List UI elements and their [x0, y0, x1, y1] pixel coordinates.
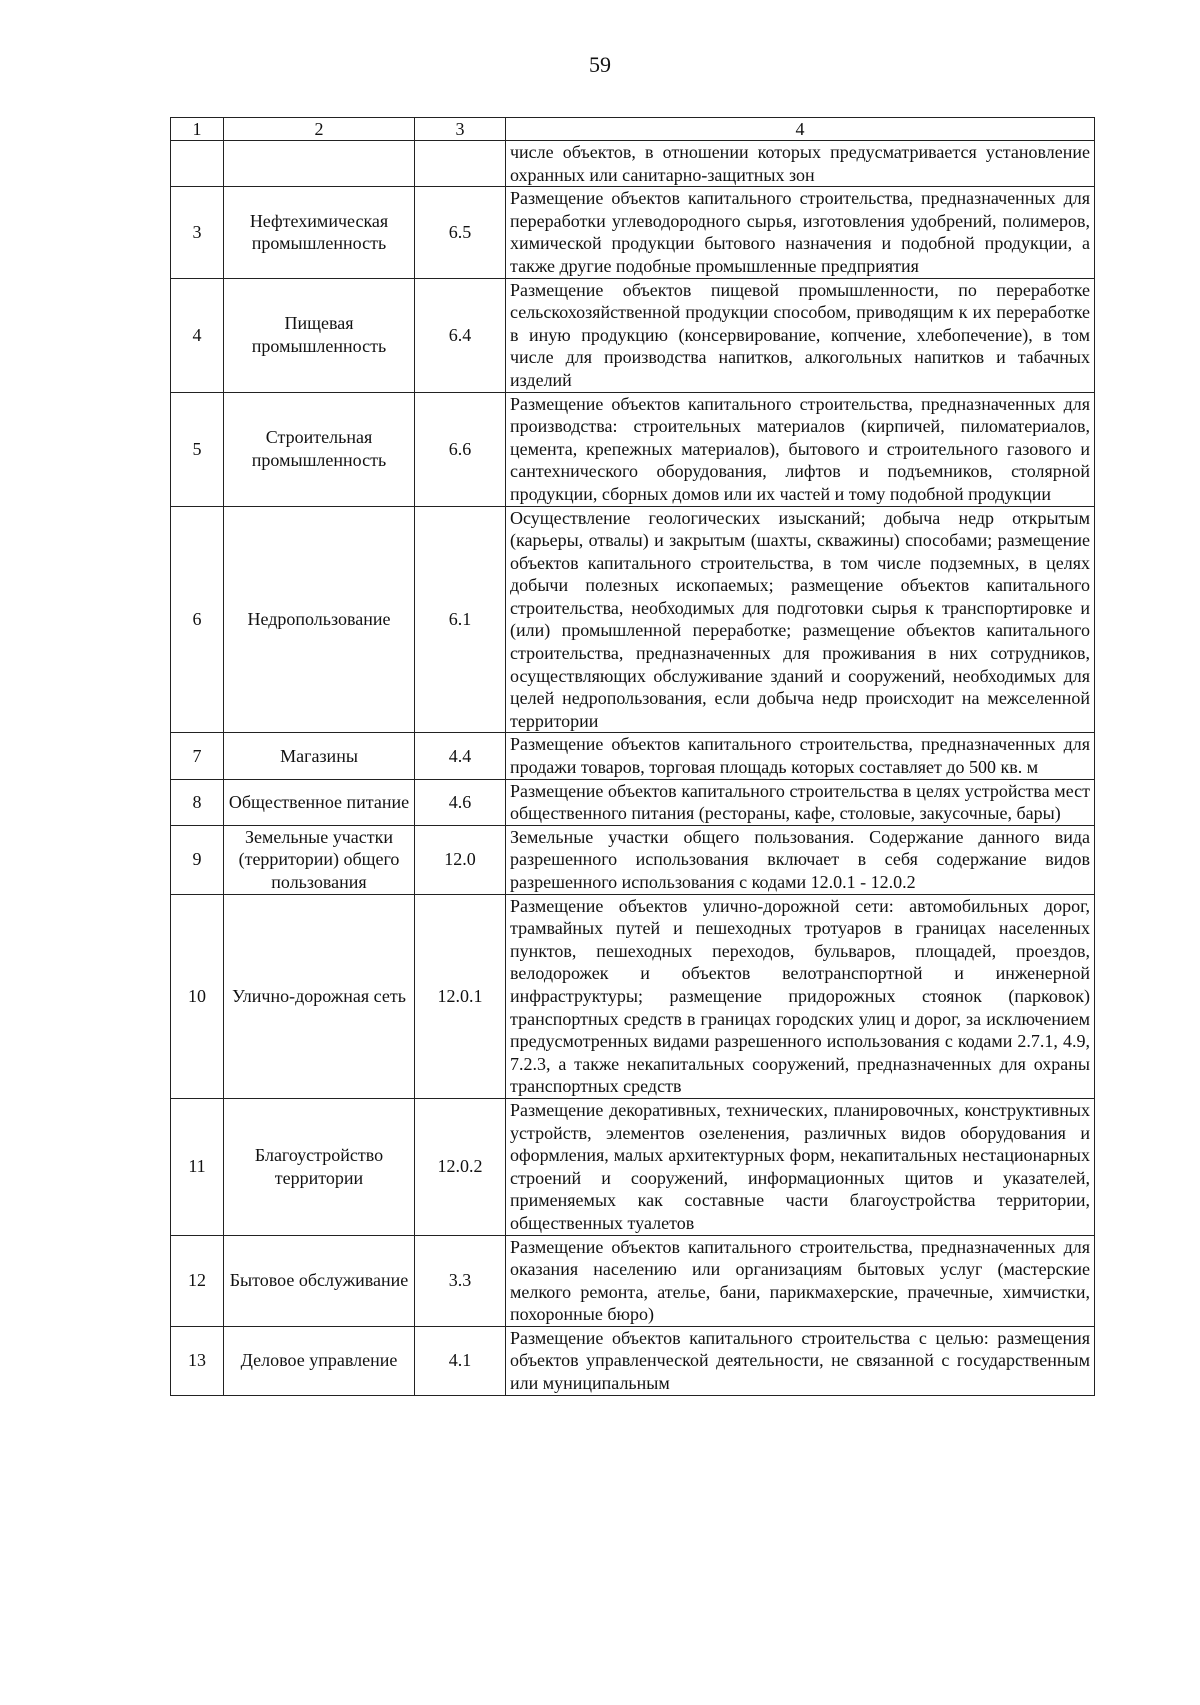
table-row: [171, 1326, 1095, 1395]
row-number: 7: [171, 733, 224, 779]
row-use-code: 12.0.1: [415, 894, 506, 1098]
row-description: Размещение объектов капитального строительства в целях устройства мест общественного питания (рестораны, кафе, столовые, закусочные, бары): [506, 779, 1095, 825]
row-use-name: Улично-дорожная сеть: [224, 894, 415, 1098]
row-number: 10: [171, 894, 224, 1098]
row-use-code: 4.4: [415, 733, 506, 779]
row-use-code: 4.1: [415, 1326, 506, 1395]
row-use-code: 12.0.2: [415, 1098, 506, 1235]
table-row: [171, 278, 1095, 392]
table-row: [171, 187, 1095, 278]
row-description: Размещение объектов капитального строительства с целью: размещения объектов управленческой деятельности, не связанной с государственным или муниципальным: [506, 1326, 1095, 1395]
row-number: [171, 141, 224, 187]
table-row: [171, 392, 1095, 506]
table-header-row: [171, 118, 1095, 141]
table-row: [171, 825, 1095, 894]
row-description: Земельные участки общего пользования. Содержание данного вида разрешенного использования включает в себя содержание видов разрешенного использования с кодами 12.0.1 - 12.0.2: [506, 825, 1095, 894]
row-use-code: 6.4: [415, 278, 506, 392]
row-number: 5: [171, 392, 224, 506]
row-description: Размещение объектов пищевой промышленности, по переработке сельскохозяйственной продукции способом, приводящим к их переработке в иную продукцию (консервирование, копчение, хлебопечение), в том числе для производства напитков, алкогольных напитков и табачных изделий: [506, 278, 1095, 392]
table-row: [171, 894, 1095, 1098]
row-description: Размещение объектов улично-дорожной сети: автомобильных дорог, трамвайных путей и пешеходных тротуаров в границах населенных пунктов, пешеходных переходов, бульваров, площадей, проездов, велодорожек и объектов велотранспортной и инженерной инфраструктуры; размещение придорожных стоянок (парковок) транспортных средств в границах городских улиц и дорог, за исключением предусмотренных видами разрешенного использования с кодами 2.7.1, 4.9, 7.2.3, а также некапитальных сооружений, предназначенных для охраны транспортных средств: [506, 894, 1095, 1098]
row-use-name: Бытовое обслуживание: [224, 1235, 415, 1326]
row-use-code: 12.0: [415, 825, 506, 894]
row-number: 4: [171, 278, 224, 392]
header-col-4: 4: [506, 118, 1095, 141]
page-number: 59: [589, 52, 611, 77]
row-number: 9: [171, 825, 224, 894]
row-number: 12: [171, 1235, 224, 1326]
table-row: [171, 733, 1095, 779]
row-use-name: Деловое управление: [224, 1326, 415, 1395]
row-number: 11: [171, 1098, 224, 1235]
row-use-name: Земельные участки (территории) общего пользования: [224, 825, 415, 894]
row-description: Размещение объектов капитального строительства, предназначенных для переработки углеводородного сырья, изготовления удобрений, полимеров, химической продукции бытового назначения и подобной продукции, а также другие подобные промышленные предприятия: [506, 187, 1095, 278]
header-col-2: 2: [224, 118, 415, 141]
row-number: 3: [171, 187, 224, 278]
row-use-name: Общественное питание: [224, 779, 415, 825]
row-use-name: [224, 141, 415, 187]
header-col-3: 3: [415, 118, 506, 141]
row-use-name: Пищевая промышленность: [224, 278, 415, 392]
row-number: 13: [171, 1326, 224, 1395]
row-description: Размещение объектов капитального строительства, предназначенных для оказания населению или организациям бытовых услуг (мастерские мелкого ремонта, ателье, бани, парикмахерские, прачечные, химчистки, похоронные бюро): [506, 1235, 1095, 1326]
row-description: Размещение объектов капитального строительства, предназначенных для продажи товаров, торговая площадь которых составляет до 500 кв. м: [506, 733, 1095, 779]
row-description: Осуществление геологических изысканий; добыча недр открытым (карьеры, отвалы) и закрытым (шахты, скважины) способами; размещение объектов капитального строительства, в том числе подземных, в целях добычи полезных ископаемых; размещение объектов капитального строительства, необходимых для подготовки сырья к транспортировке и (или) промышленной переработке; размещение объектов капитального строительства, предназначенных для проживания в них сотрудников, осуществляющих обслуживание зданий и сооружений, необходимых для целей недропользования, если добыча недр происходит на межселенной территории: [506, 506, 1095, 733]
table-row: [171, 1098, 1095, 1235]
table-row: [171, 1235, 1095, 1326]
row-number: 8: [171, 779, 224, 825]
row-use-name: Строительная промышленность: [224, 392, 415, 506]
header-col-1: 1: [171, 118, 224, 141]
land-use-table: [170, 117, 1095, 1396]
row-use-name: Благоустройство территории: [224, 1098, 415, 1235]
table-row: [171, 141, 1095, 187]
row-use-code: 6.5: [415, 187, 506, 278]
row-use-code: 4.6: [415, 779, 506, 825]
row-use-code: 6.1: [415, 506, 506, 733]
table-row: [171, 779, 1095, 825]
row-use-name: Магазины: [224, 733, 415, 779]
row-use-code: 6.6: [415, 392, 506, 506]
row-description: числе объектов, в отношении которых предусматривается установление охранных или санитарно-защитных зон: [506, 141, 1095, 187]
row-description: Размещение декоративных, технических, планировочных, конструктивных устройств, элементов озеленения, различных видов оборудования и оформления, малых архитектурных форм, некапитальных нестационарных строений и сооружений, информационных щитов и указателей, применяемых как составные части благоустройства территории, общественных туалетов: [506, 1098, 1095, 1235]
row-use-code: 3.3: [415, 1235, 506, 1326]
row-use-code: [415, 141, 506, 187]
row-use-name: Недропользование: [224, 506, 415, 733]
row-number: 6: [171, 506, 224, 733]
table-row: [171, 506, 1095, 733]
row-use-name: Нефтехимическая промышленность: [224, 187, 415, 278]
row-description: Размещение объектов капитального строительства, предназначенных для производства: строительных материалов (кирпичей, пиломатериалов, цемента, крепежных материалов), бытового и строительного газового и сантехнического оборудования, лифтов и подъемников, столярной продукции, сборных домов или их частей и тому подобной продукции: [506, 392, 1095, 506]
